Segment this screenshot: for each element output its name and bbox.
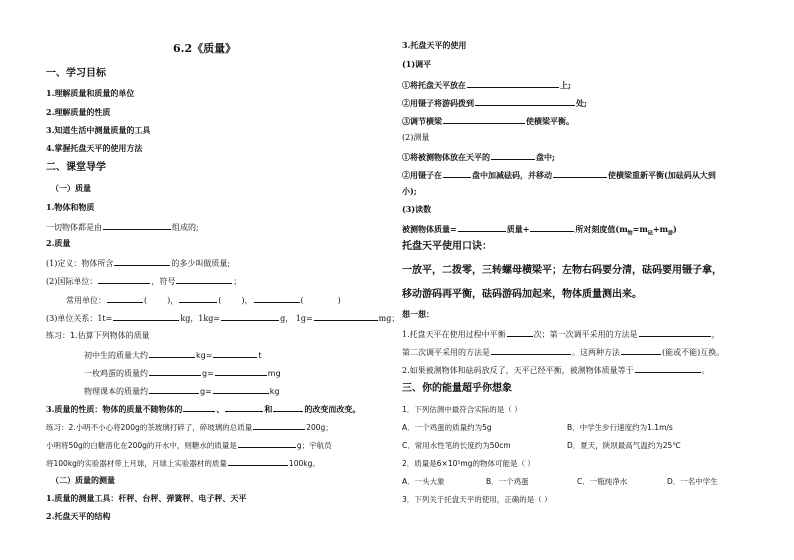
think-label: 想一想：: [402, 309, 434, 319]
q2-option-a: A．一头大象: [402, 477, 445, 486]
rhyme-title: 托盘天平使用口诀：: [402, 241, 492, 252]
fill-line-adjust-2: ②用镊子将游码拨到 处;: [402, 98, 587, 108]
exercise2-line1: 练习：2.小明不小心将200g的茶玻璃打碎了，碎玻璃的总质量 200g；: [46, 423, 333, 432]
q2-option-d: D．一名中学生: [667, 477, 718, 486]
fill-line-definition: (1)定义：物体所含 的多少叫做质量;: [46, 259, 231, 268]
goal-item: 3.知道生活中测量质量的工具: [46, 125, 151, 135]
fill-line-measure-2: ②用镊子在 盘中加减砝码，并移动 使横梁重新平衡(加砝码从大到: [402, 170, 716, 180]
q1-option-d: D．夏天，陕坝最高气温约为25℃: [567, 441, 681, 450]
balance-usage-title: 3.托盘天平的使用: [402, 40, 467, 50]
goal-item: 4.掌握托盘天平的使用方法: [46, 143, 143, 153]
section-mass: 2.质量: [46, 238, 71, 248]
question-2: 2．质量是6×10⁵mg的物体可能是（ ）: [402, 459, 535, 468]
fill-line-measure-1: ①将被测物体放在天平的 盘中;: [402, 152, 555, 162]
think-line-2: 第二次调平采用的方法是 。这两种方法 (能或不能)互换。: [402, 348, 725, 357]
think-line-1: 1.托盘天平在使用过程中平衡 次；第一次调平采用的方法是 ，: [402, 330, 720, 339]
goal-item: 1.理解质量和质量的单位: [46, 88, 135, 98]
exercise-line: 一枚鸡蛋的质量约 g= mg: [84, 369, 281, 378]
balance-structure: 2.托盘天平的结构: [46, 511, 111, 521]
exercise-line: 初中生的质量大约 kg= t: [84, 351, 262, 360]
subheading-measurement: （二）质量的测量: [51, 475, 115, 485]
fill-line-reading: 被测物体质量= 质量+ 所对刻度值$(m_物=m_砝+m_游)$: [402, 224, 677, 237]
fill-line-matter: 一切物体都是由 组成的;: [46, 223, 199, 232]
measure-2-continued: 小);: [402, 186, 417, 196]
question-3: 3．下列关于托盘天平的使用，正确的是（ ）: [402, 495, 552, 504]
exercise-intro: 练习：1.估算下列物体的质量: [46, 331, 150, 340]
heading-learning-goals: 一、学习目标: [46, 68, 106, 79]
q1-option-c: C．常用水性笔的长度约为50cm: [402, 441, 511, 450]
exercise-line: 物理课本的质量约 g= kg: [84, 387, 280, 396]
heading-energy: 三、你的能量超乎你想象: [402, 383, 512, 394]
q2-option-c: C．一瓶纯净水: [577, 477, 628, 486]
step-measure: (2)测量: [402, 133, 430, 142]
exercise2-line2: 小明将50g的白糖溶化在200g的开水中，则糖水的质量是 g；宇航员: [46, 441, 332, 450]
step-adjust: (1)调平: [402, 59, 432, 69]
fill-line-intl-unit: (2)国际单位： ，符号 ；: [46, 277, 242, 286]
fill-line-common-units: 常用单位： ( )， ( )， ( ): [66, 296, 341, 305]
goal-item: 2.理解质量的性质: [46, 107, 111, 117]
exercise2-line3: 将100kg的实验器材带上月球，月球上实验器材的质量 100kg。: [46, 459, 320, 468]
subheading-mass: （一）质量: [51, 183, 91, 193]
fill-line-mass-property: 3.质量的性质：物体的质量不随物体的 、 和 的改变而改变。: [46, 404, 361, 414]
measuring-tools: 1.质量的测量工具：杆秤、台秤、弹簧秤、电子秤、天平: [46, 493, 247, 503]
question-1: 1．下列估测中最符合实际的是（ ）: [402, 405, 522, 414]
q1-option-a: A．一个鸡蛋的质量约为5g: [402, 423, 492, 432]
q2-option-b: B．一个鸡蛋: [486, 477, 529, 486]
fill-line-unit-relations: (3)单位关系：1t= kg，1kg= g， 1g= mg；: [46, 314, 400, 323]
think-line-3: 2.如果被测物体和砝码放反了，天平已经平衡，被测物体质量等于 。: [402, 366, 710, 375]
rhyme-line: 一放平，二拨零，三转螺母横梁平；左物右码要分清，砝码要用镊子拿，: [402, 265, 722, 276]
heading-class-guide: 二、课堂导学: [46, 162, 106, 173]
fill-line-adjust-3: ③调节横梁 使横梁平衡。: [402, 116, 574, 126]
q1-option-b: B．中学生步行速度约为1.1m/s: [567, 423, 673, 432]
page-title: 6.2《质量》: [173, 42, 237, 55]
step-read: (3)读数: [402, 204, 432, 214]
section-object-matter: 1.物体和物质: [46, 202, 95, 212]
fill-line-adjust-1: ①将托盘天平放在 上;: [402, 80, 571, 90]
rhyme-line: 移动游码再平衡，砝码游码加起来，物体质量测出来。: [402, 289, 642, 300]
